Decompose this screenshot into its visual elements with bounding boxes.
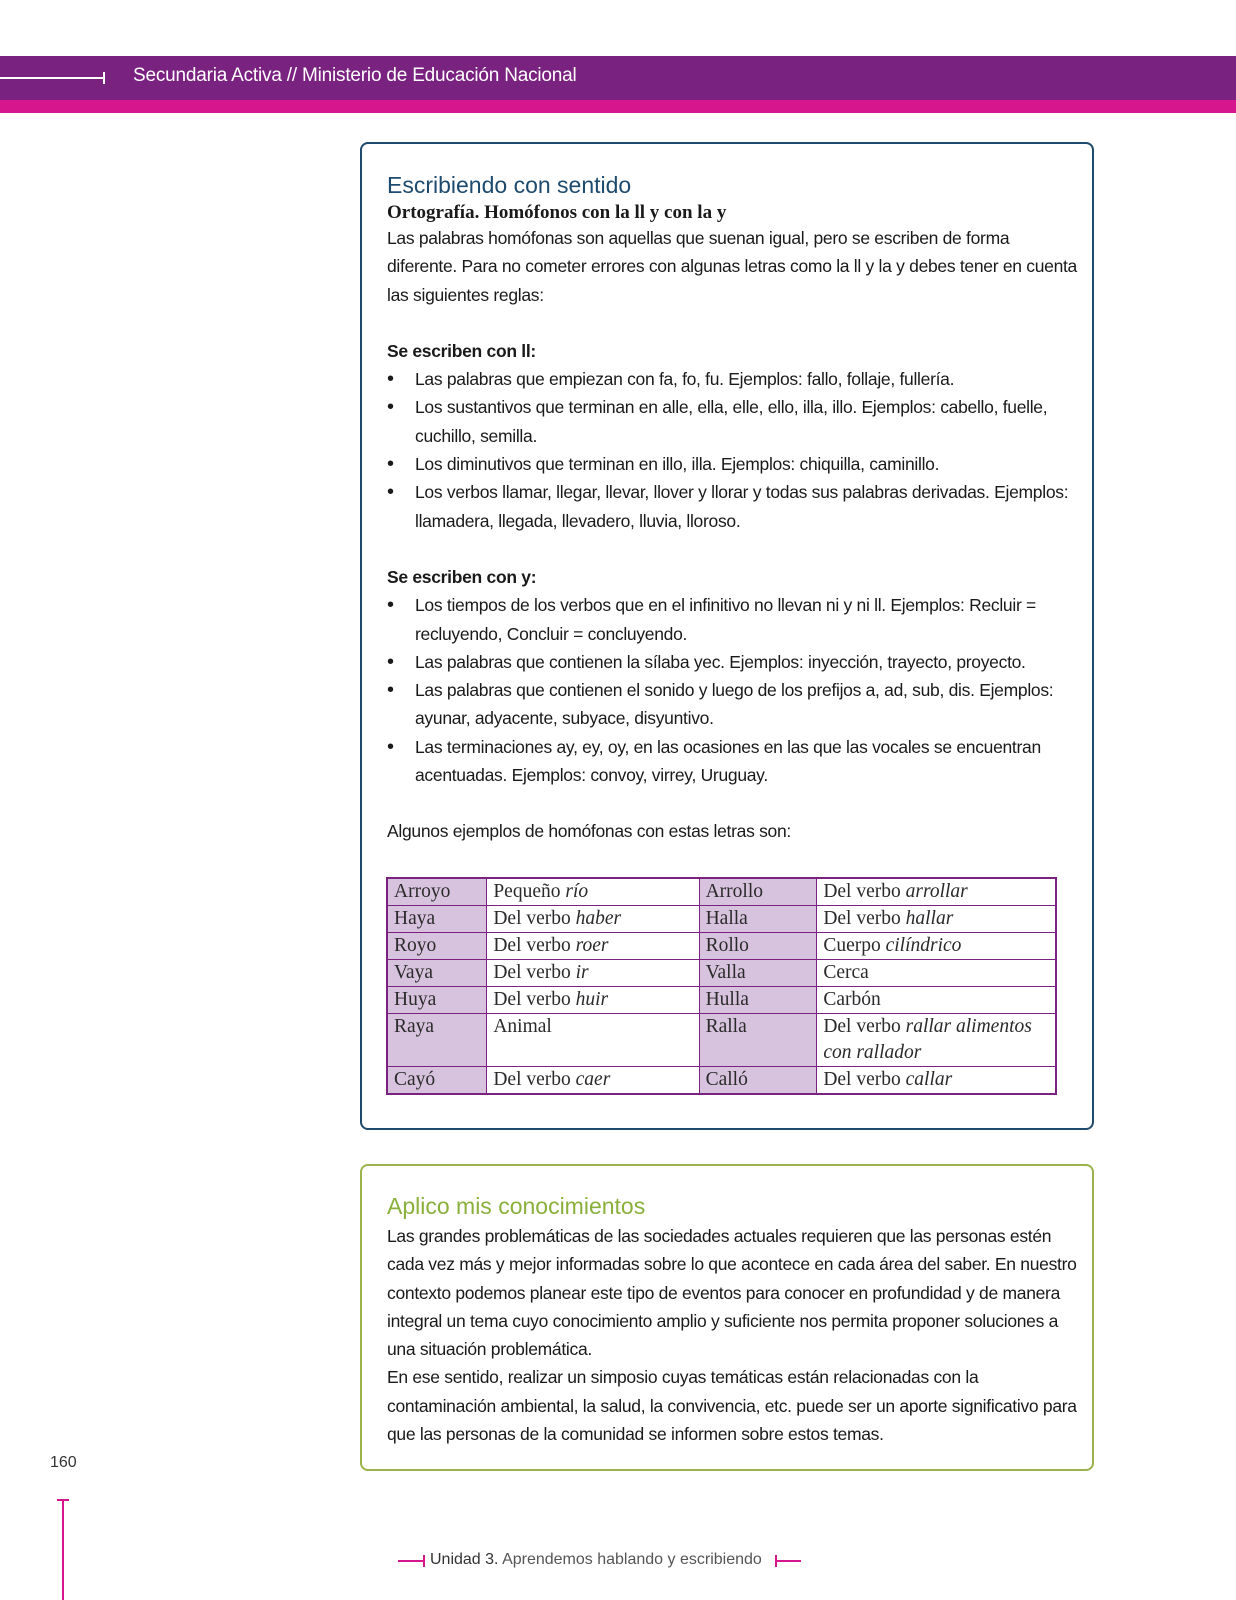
header-accent-stripe <box>0 100 1236 113</box>
footer-unit-title <box>430 1551 762 1569</box>
ll-heading: Se escriben con ll: <box>387 340 536 361</box>
homophone-word <box>699 906 817 933</box>
section-title: Escribiendo con sentido <box>387 172 632 198</box>
example-text: Pequeño <box>493 881 566 902</box>
example-text: Hulla <box>705 989 749 1010</box>
example-text: Del verbo <box>823 1016 906 1037</box>
homophone-word <box>699 933 817 960</box>
examples-intro: Algunos ejemplos de homófonas con estas letras son: <box>387 821 791 842</box>
example-emphasis: arrollar <box>905 881 968 902</box>
table-row <box>387 878 1056 906</box>
table-row <box>387 1014 1056 1067</box>
homophone-word <box>387 933 487 960</box>
y-rules-list <box>387 591 1077 789</box>
homophone-meaning <box>487 960 699 987</box>
homophone-meaning <box>817 933 1056 960</box>
apply-knowledge-content <box>387 1193 1077 1448</box>
example-text: Del verbo <box>493 989 576 1010</box>
homophones-table <box>386 877 1057 1095</box>
ll-rules-list <box>387 365 1077 535</box>
example-text: Del verbo <box>493 962 576 983</box>
example-text: Raya <box>394 1016 435 1037</box>
example-text: Carbón <box>823 989 881 1010</box>
table-row <box>387 906 1056 933</box>
list-item: • Las palabras que contienen el sonido y luego de los prefijos a, ad, sub, dis. Ejemplos: ayunar, adyacente, subyace, disyuntivo. <box>387 676 1077 733</box>
footer-rule-right-tick <box>775 1555 777 1567</box>
example-text: Cerca <box>823 962 869 983</box>
homophone-word <box>387 960 487 987</box>
homophone-meaning <box>817 987 1056 1014</box>
example-text: Arrollo <box>705 881 763 902</box>
example-emphasis: caer <box>575 1069 611 1090</box>
example-text: Del verbo <box>823 1069 906 1090</box>
footer-rule-left <box>398 1560 424 1562</box>
homophone-meaning <box>817 878 1056 906</box>
example-text: Cuerpo <box>823 935 886 956</box>
homophone-word <box>387 1067 487 1095</box>
homophone-word <box>699 1014 817 1067</box>
example-text: Animal <box>493 1016 552 1037</box>
homophone-meaning <box>817 906 1056 933</box>
example-text: Calló <box>705 1069 748 1090</box>
example-emphasis: hallar <box>905 908 954 929</box>
homophone-word <box>699 987 817 1014</box>
homophone-meaning <box>817 1014 1056 1067</box>
example-text: Del verbo <box>823 881 906 902</box>
homophone-word <box>699 878 817 906</box>
homophone-meaning <box>817 1067 1056 1095</box>
list-item: • Las palabras que empiezan con fa, fo, fu. Ejemplos: fallo, follaje, fullería. <box>387 365 1077 393</box>
example-emphasis: ir <box>575 962 589 983</box>
example-text: Arroyo <box>394 881 451 902</box>
apply-title: Aplico mis conocimientos <box>387 1193 646 1219</box>
table-row <box>387 1067 1056 1095</box>
example-text: Cayó <box>394 1069 436 1090</box>
list-item: • Los tiempos de los verbos que en el infinitivo no llevan ni y ni ll. Ejemplos: Recluir = recluyendo, Concluir = concluyendo. <box>387 591 1077 648</box>
list-item: • Las terminaciones ay, ey, oy, en las ocasiones en las que las vocales se encuentran acentuadas. Ejemplos: convoy, virrey, Uruguay. <box>387 733 1077 790</box>
homophone-meaning <box>487 1067 699 1095</box>
example-text: Del verbo <box>493 935 576 956</box>
example-text: Valla <box>705 962 746 983</box>
example-text: Haya <box>394 908 436 929</box>
orthography-content <box>387 172 1077 846</box>
footer-title: Aprendemos hablando y escribiendo <box>498 1551 762 1568</box>
example-text: Ralla <box>705 1016 747 1037</box>
homophone-meaning <box>817 960 1056 987</box>
example-text: Del verbo <box>823 908 906 929</box>
table-row <box>387 960 1056 987</box>
homophone-word <box>387 987 487 1014</box>
footer-rule-right <box>775 1560 801 1562</box>
example-text: Rollo <box>705 935 749 956</box>
homophone-word <box>699 960 817 987</box>
list-item: • Los diminutivos que terminan en illo, illa. Ejemplos: chiquilla, caminillo. <box>387 450 1077 478</box>
table-row <box>387 933 1056 960</box>
example-emphasis: rallar alimentos con rallador <box>823 1016 1032 1063</box>
homophone-meaning <box>487 987 699 1014</box>
header-rule-tick <box>103 72 105 84</box>
list-item: • Los sustantivos que terminan en alle, ella, elle, ello, illa, illo. Ejemplos: cabello, fuelle, cuchillo, semilla. <box>387 393 1077 450</box>
homophone-word <box>387 906 487 933</box>
apply-paragraph-2: En ese sentido, realizar un simposio cuyas temáticas están relacionadas con la contaminación ambiental, la salud, la convivencia, etc. puede ser un aporte significativo para que las personas de la comunidad se informen sobre estos temas. <box>387 1367 1077 1445</box>
y-heading: Se escriben con y: <box>387 566 537 587</box>
example-text: Halla <box>705 908 748 929</box>
section-subtitle: Ortografía. Homófonos con la ll y con la y <box>387 202 727 223</box>
footer-rule-left-tick <box>423 1555 425 1567</box>
margin-rule <box>62 1500 64 1600</box>
example-text: Vaya <box>394 962 433 983</box>
homophone-meaning <box>487 933 699 960</box>
footer-unit: Unidad 3. <box>430 1551 499 1568</box>
table-row <box>387 987 1056 1014</box>
example-emphasis: callar <box>905 1069 953 1090</box>
homophone-word <box>387 1014 487 1067</box>
example-text: Huya <box>394 989 437 1010</box>
list-item: • Las palabras que contienen la sílaba yec. Ejemplos: inyección, trayecto, proyecto. <box>387 648 1077 676</box>
page-number: 160 <box>50 1454 77 1471</box>
apply-paragraph-1: Las grandes problemáticas de las sociedades actuales requieren que las personas estén cada vez más y mejor informadas sobre lo que acontece en cada área del saber. En nuestro contexto podemos planear este tipo de eventos para conocer en profundidad y de manera integral un tema cuyo conocimiento amplio y suficiente nos permita proponer soluciones a una situación problemática. <box>387 1226 1077 1360</box>
example-emphasis: roer <box>575 935 609 956</box>
header-title: Secundaria Activa // Ministerio de Educación Nacional <box>133 65 577 86</box>
intro-paragraph: Las palabras homófonas son aquellas que suenan igual, pero se escriben de forma diferente. Para no cometer errores con algunas letras como la ll y la y debes tener en cuenta las siguientes reglas: <box>387 228 1077 305</box>
homophone-word <box>699 1067 817 1095</box>
list-item: • Los verbos llamar, llegar, llevar, llover y llorar y todas sus palabras derivadas. Ejemplos: llamadera, llegada, llevadero, lluvia, lloroso. <box>387 478 1077 535</box>
header-rule <box>0 77 104 79</box>
example-text: Del verbo <box>493 908 576 929</box>
example-emphasis: cilíndrico <box>885 935 962 956</box>
example-emphasis: haber <box>575 908 622 929</box>
homophone-meaning <box>487 878 699 906</box>
example-text: Del verbo <box>493 1069 576 1090</box>
homophone-word <box>387 878 487 906</box>
example-emphasis: huir <box>575 989 609 1010</box>
example-text: Royo <box>394 935 437 956</box>
homophone-meaning <box>487 906 699 933</box>
example-emphasis: río <box>565 881 589 902</box>
homophone-meaning <box>487 1014 699 1067</box>
